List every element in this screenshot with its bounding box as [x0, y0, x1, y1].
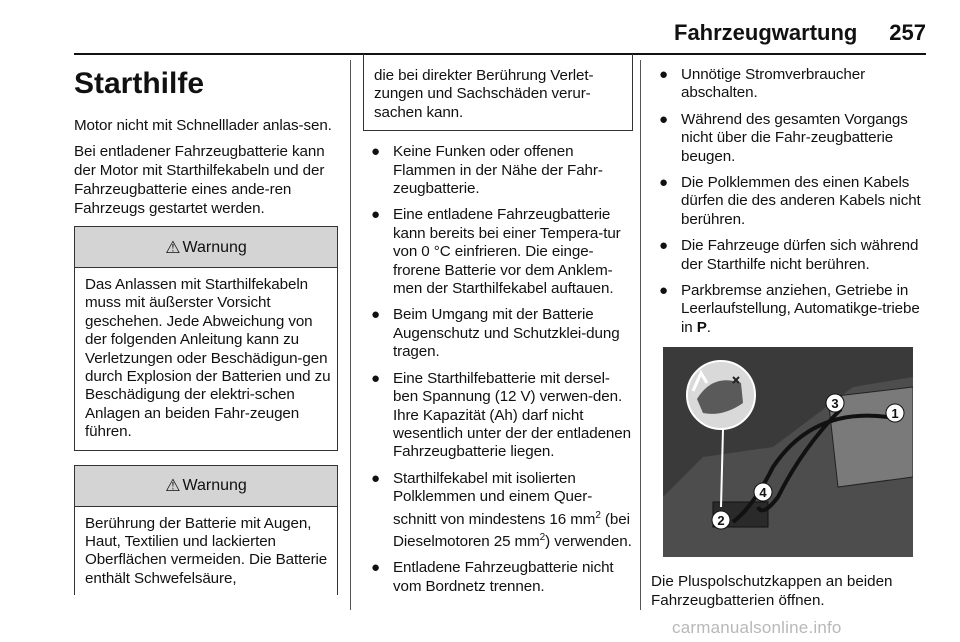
- list-item: [363, 370, 633, 462]
- warning-triangle-icon: ⚠: [165, 237, 181, 257]
- list-item: [651, 282, 927, 337]
- bullet-dot: ●: [371, 143, 380, 161]
- bullet-dot: ●: [659, 110, 668, 128]
- list-item-text: [681, 282, 920, 336]
- column-2: [363, 60, 633, 604]
- list-item: [651, 111, 927, 166]
- list-item-text: Entladene Fahrzeugbatterie nicht vom Bordnetz trennen.: [393, 559, 614, 595]
- watermark: carmanualsonline.info: [672, 618, 842, 637]
- callout-label: 3: [831, 396, 839, 412]
- page-number: 257: [889, 20, 926, 45]
- list-item-text: Eine Starthilfebatterie mit dersel-ben Spannung (12 V) verwen-den. Ihre Kapazität (Ah) darf nicht wesentlich unter der der entladenen Fahrzeugbatterie liegen.: [393, 369, 631, 461]
- callout-label: 4: [759, 485, 767, 501]
- bold-text: P: [696, 318, 707, 336]
- list-item: [363, 470, 633, 552]
- warning-header: [75, 466, 337, 507]
- list-item-text: Unnötige Stromverbraucher abschalten.: [681, 66, 866, 102]
- text-run: ) verwenden.: [545, 533, 632, 551]
- column-1: [74, 60, 338, 595]
- warning-text: Das Anlassen mit Starthilfekabeln muss mit äußerster Vorsicht geschehen. Jede Abweichung von der folgenden Anleitung kann zu Verletzungen oder Beschädigun-gen durch Explosion der Batterien und zu Beschädigung der elektri-schen Anlagen an beiden Fahr-zeugen führen.: [85, 276, 331, 441]
- warning-box: [74, 226, 338, 451]
- text-run: .: [706, 318, 711, 336]
- text-run: Parkbremse anziehen, Getriebe in Leerlaufstellung, Automatikge-triebe in: [681, 282, 920, 336]
- section-title: Starthilfe: [74, 67, 205, 100]
- bullet-dot: ●: [659, 237, 668, 255]
- bullet-dot: ●: [371, 306, 380, 324]
- warning-label: Warnung: [182, 238, 247, 256]
- bullet-dot: ●: [371, 369, 380, 387]
- warning-continuation: die bei direkter Berührung Verlet-zungen und Sachschäden verur-sachen kann.: [363, 54, 633, 131]
- warning-header: [75, 227, 337, 268]
- callout-label: 1: [891, 406, 899, 422]
- list-item-text: Beim Umgang mit der Batterie Augenschutz und Schutzklei-dung tragen.: [393, 306, 620, 361]
- bullet-dot: ●: [371, 469, 380, 487]
- superscript: 2: [539, 532, 546, 543]
- list-item: [651, 174, 927, 229]
- list-item: [363, 143, 633, 198]
- column-3: [651, 60, 927, 610]
- bullet-list: [651, 66, 927, 337]
- bullet-dot: ●: [659, 282, 668, 300]
- running-header-title: Fahrzeugwartung: [674, 20, 858, 45]
- jump-start-illustration: [663, 347, 913, 557]
- bullet-dot: ●: [659, 66, 668, 83]
- warning-text: Berührung der Batterie mit Augen, Haut, Textilien und lackierten Oberflächen vermeiden. Die Batterie enthält Schwefelsäure,: [85, 514, 328, 587]
- illustration-svg: [663, 347, 913, 557]
- paragraph: Bei entladener Fahrzeugbatterie kann der Motor mit Starthilfekabeln und der Fahrzeugbatterie eines ande-ren Fahrzeugs gestartet werden.: [74, 143, 325, 217]
- list-item-text: Keine Funken oder offenen Flammen in der Nähe der Fahr-zeugbatterie.: [393, 143, 603, 198]
- bullet-dot: ●: [659, 174, 668, 192]
- list-item-text: [393, 470, 632, 550]
- list-item: [651, 66, 927, 103]
- column-divider-1: [350, 60, 351, 610]
- superscript: 2: [595, 509, 601, 521]
- text-run: (bei Dieselmotoren 25 mm: [393, 510, 630, 551]
- list-item: [363, 206, 633, 298]
- column-divider-2: [640, 60, 641, 610]
- bullet-list: [363, 143, 633, 596]
- warning-label: Warnung: [182, 477, 247, 495]
- text-run: Starthilfekabel mit isolierten Polklemmen und einem Quer-schnitt von mindestens 16 mm: [393, 469, 596, 528]
- bullet-dot: ●: [371, 559, 380, 577]
- list-item-text: Während des gesamten Vorgangs nicht über die Fahr-zeugbatterie beugen.: [681, 110, 908, 165]
- paragraph: Motor nicht mit Schnelllader anlas-sen.: [74, 117, 332, 134]
- warning-triangle-icon: ⚠: [165, 476, 181, 496]
- figure-caption: Die Pluspolschutzkappen an beiden Fahrzeugbatterien öffnen.: [651, 573, 893, 609]
- callout-label: 2: [717, 513, 725, 529]
- list-item-text: Eine entladene Fahrzeugbatterie kann bereits bei einer Tempera-tur von 0 °C einfrieren. Die einge-frorene Batterie vor dem Anklem-men der Starthilfekabel auftauen.: [393, 206, 621, 298]
- list-item: [363, 559, 633, 596]
- list-item: [363, 306, 633, 361]
- list-item: [651, 237, 927, 274]
- list-item-text: Die Fahrzeuge dürfen sich während der Starthilfe nicht berühren.: [681, 237, 919, 273]
- warning-box: [74, 465, 338, 595]
- list-item-text: Die Polklemmen des einen Kabels dürfen die des anderen Kabels nicht berühren.: [681, 174, 921, 228]
- bullet-dot: ●: [371, 206, 380, 224]
